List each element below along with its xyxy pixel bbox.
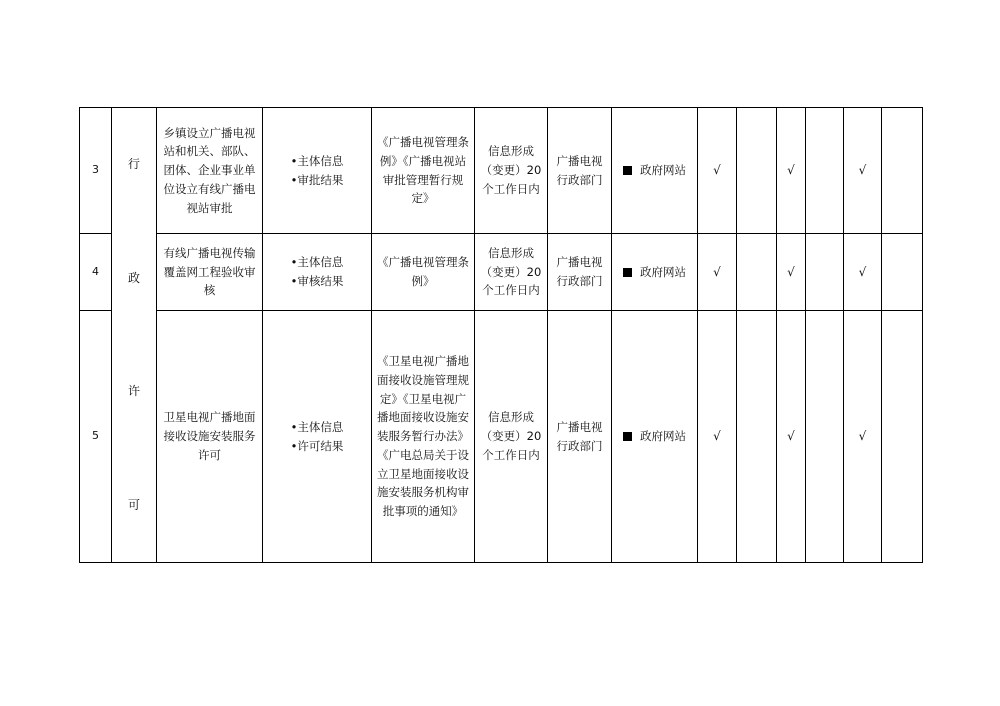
category-char: 行 (127, 157, 140, 172)
disclosure-subject: 广播电视行政部门 (548, 311, 612, 563)
row-number: 3 (80, 108, 112, 234)
disclosure-period: 信息形成（变更）20个工作日内 (475, 234, 548, 311)
row-number: 4 (80, 234, 112, 311)
check-cell: √ (698, 108, 737, 234)
item-name: 有线广播电视传输覆盖网工程验收审核 (157, 234, 263, 311)
content-bullet: •主体信息 (290, 255, 344, 270)
disclosure-period: 信息形成（变更）20个工作日内 (475, 108, 548, 234)
legal-basis: 《广播电视管理条例》 (372, 234, 475, 311)
legal-basis: 《卫星电视广播地面接收设施管理规定》《卫星电视广播地面接收设施安装服务暂行办法》《广电总局关于设立卫星地面接收设施安装服务机构审批事项的通知》 (372, 311, 475, 563)
disclosure-subject: 广播电视行政部门 (548, 108, 612, 234)
content-cell (263, 311, 372, 563)
content-bullet: •主体信息 (290, 153, 344, 168)
category-cell (112, 108, 157, 563)
content-bullet: •主体信息 (290, 419, 344, 434)
table-row (80, 311, 923, 563)
check-cell (737, 108, 777, 234)
content-bullet: •许可结果 (290, 438, 344, 453)
check-cell (882, 234, 923, 311)
content-bullet: •审批结果 (290, 172, 344, 187)
content-bullet: •审核结果 (290, 274, 344, 288)
check-cell (882, 108, 923, 234)
public-info-table (79, 107, 923, 563)
row-number: 5 (80, 311, 112, 563)
table-row (80, 108, 923, 234)
category-char: 政 (127, 270, 140, 285)
channel-label: 政府网站 (640, 429, 686, 444)
disclosure-subject: 广播电视行政部门 (548, 234, 612, 311)
table-row (80, 234, 923, 311)
category-char: 可 (127, 497, 140, 512)
check-cell (806, 234, 844, 311)
channel-cell (612, 108, 698, 234)
disclosure-period: 信息形成（变更）20个工作日内 (475, 311, 548, 563)
check-cell: √ (844, 311, 882, 563)
check-cell: √ (698, 234, 737, 311)
check-cell (882, 311, 923, 563)
item-name: 乡镇设立广播电视站和机关、部队、团体、企业事业单位设立有线广播电视站审批 (157, 108, 263, 234)
check-cell (737, 234, 777, 311)
channel-label: 政府网站 (640, 163, 686, 178)
content-cell (263, 234, 372, 311)
checkbox-filled-icon (623, 268, 632, 277)
check-cell: √ (844, 234, 882, 311)
channel-label: 政府网站 (640, 264, 686, 279)
check-cell: √ (698, 311, 737, 563)
check-cell: √ (844, 108, 882, 234)
check-cell (806, 311, 844, 563)
check-cell: √ (777, 311, 806, 563)
legal-basis: 《广播电视管理条例》《广播电视站审批管理暂行规定》 (372, 108, 475, 234)
item-name: 卫星电视广播地面接收设施安装服务许可 (157, 311, 263, 563)
channel-cell (612, 234, 698, 311)
check-cell: √ (777, 234, 806, 311)
category-char: 许 (127, 384, 140, 399)
channel-cell (612, 311, 698, 563)
content-cell (263, 108, 372, 234)
checkbox-filled-icon (623, 432, 632, 441)
check-cell (737, 311, 777, 563)
check-cell (806, 108, 844, 234)
checkbox-filled-icon (623, 166, 632, 175)
check-cell: √ (777, 108, 806, 234)
